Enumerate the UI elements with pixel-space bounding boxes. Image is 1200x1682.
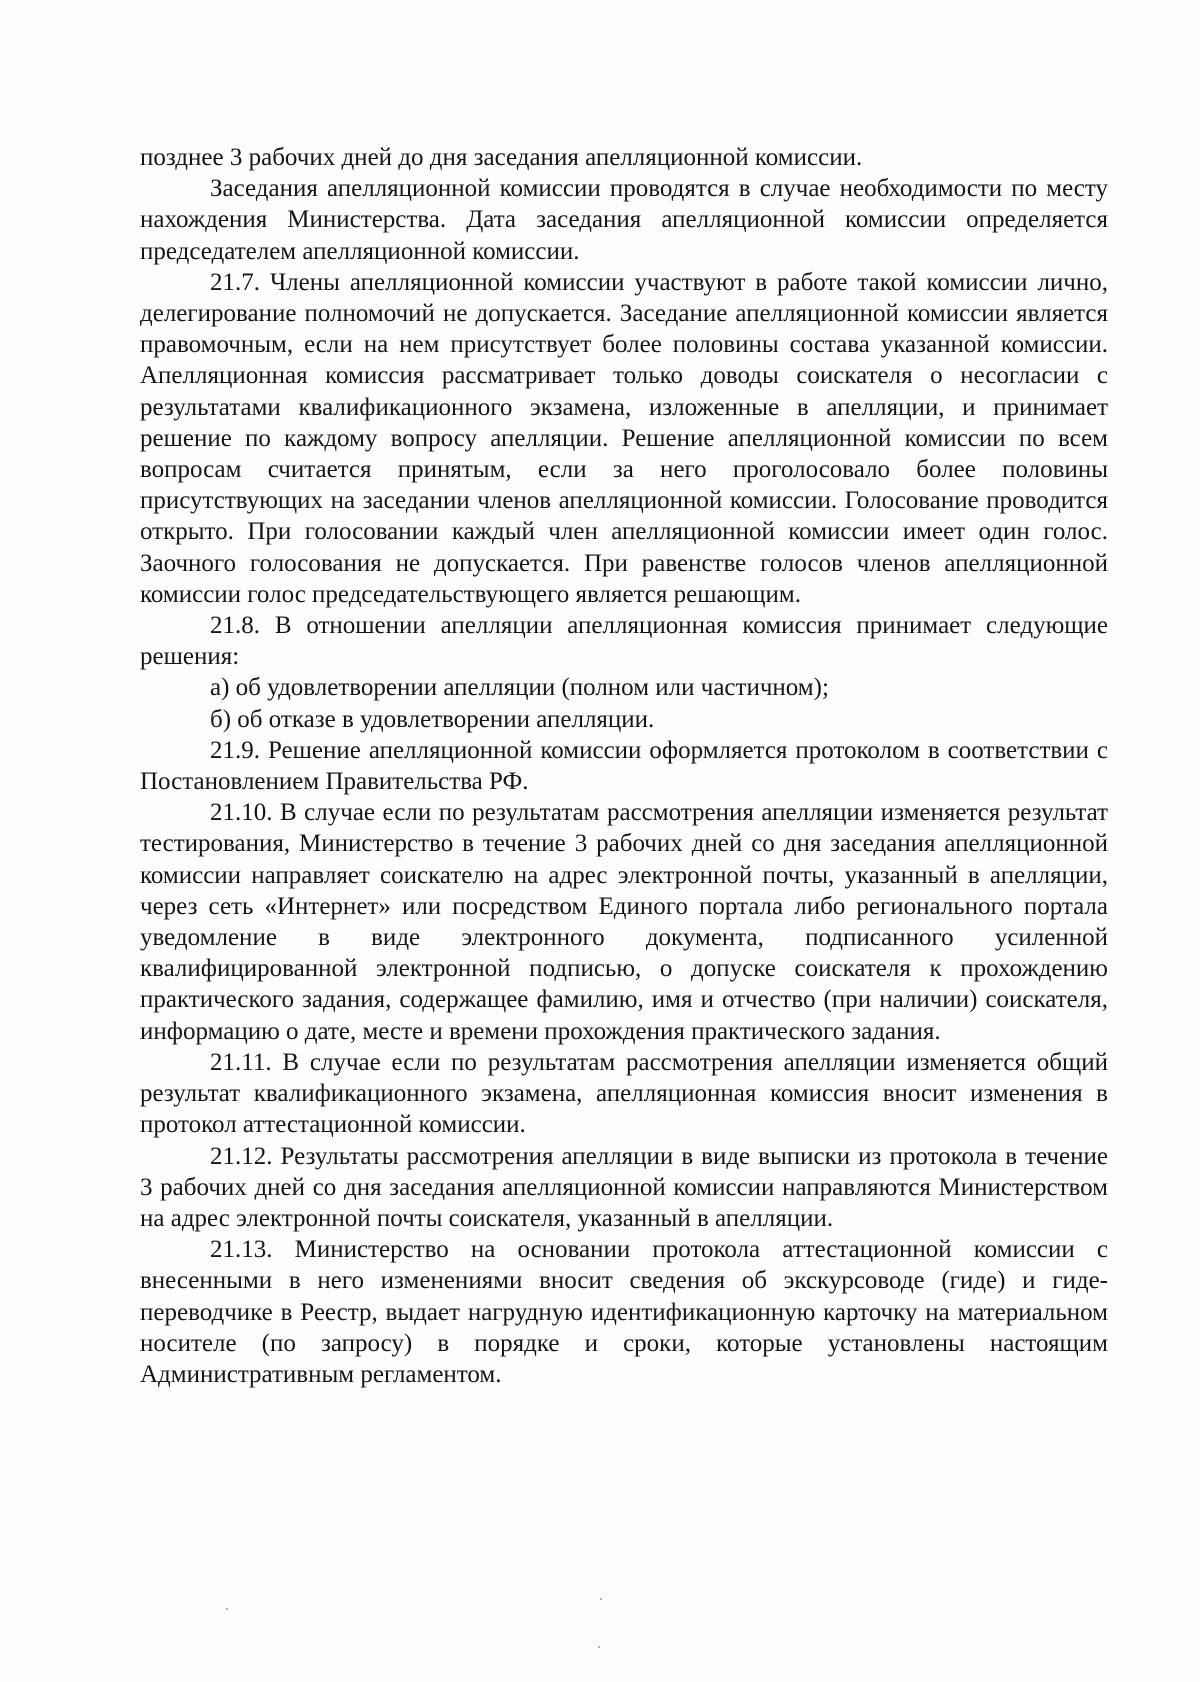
paragraph-21-12: 21.12. Результаты рассмотрения апелляции в виде выписки из протокола в течение 3 рабочих дней со дня заседания апелляционной комиссии направляются Министерством на адрес электронной почты соискателя, указанный в апелляции.: [140, 1142, 1108, 1232]
list-item-a: а) об удовлетворении апелляции (полном или частичном);: [210, 674, 829, 702]
scan-speck: [600, 1598, 602, 1600]
paragraph-21-13: 21.13. Министерство на основании протокола аттестационной комиссии с внесенными в него изменениями вносит сведения об экскурсоводе (гиде) и гиде-переводчике в Реестр, выдает нагрудную идентификационную карточку на материальном носителе (по запросу) в порядке и сроки, которые установлены настоящим Административным регламентом.: [140, 1236, 1108, 1388]
paragraph-continuation: позднее 3 рабочих дней до дня заседания апелляционной комиссии.: [140, 144, 863, 171]
paragraph-21-9: 21.9. Решение апелляционной комиссии оформляется протоколом в соответствии с Постановлением Правительства РФ.: [140, 736, 1108, 796]
paragraph-21-11: 21.11. В случае если по результатам рассмотрения апелляции изменяется общий результат квалификационного экзамена, апелляционная комиссия вносит изменения в протокол аттестационной комиссии.: [140, 1048, 1108, 1139]
paragraph-21-7: 21.7. Члены апелляционной комиссии участвуют в работе такой комиссии лично, делегирование полномочий не допускается. Заседание апелляционной комиссии является правомочным, если на нем присутствует более половины состава указанной комиссии. Апелляционная комиссия рассматривает только доводы соискателя о несогласии с результатами квалификационного экзамена, изложенные в апелляции, и принимает решение по каждому вопросу апелляции. Решение апелляционной комиссии по всем вопросам считается принятым, если за него проголосовало более половины присутствующих на заседании членов апелляционной комиссии. Голосование проводится открыто. При голосовании каждый член апелляционной комиссии имеет один голос. Заочного голосования не допускается. При равенстве голосов членов апелляционной комиссии голос председательствующего является решающим.: [140, 268, 1108, 608]
list-item-b: б) об отказе в удовлетворении апелляции.: [210, 705, 655, 733]
scan-speck: [598, 1646, 600, 1648]
paragraph-21-8: 21.8. В отношении апелляции апелляционная комиссия принимает следующие решения:: [140, 612, 1108, 671]
paragraph-21-10: 21.10. В случае если по результатам рассмотрения апелляции изменяется результат тестирования, Министерство в течение 3 рабочих дней со дня заседания апелляционной комиссии направляет соискателю на адрес электронной почты, указанный в апелляции, через сеть «Интернет» или посредством Единого портала либо регионального портала уведомление в виде электронного документа, подписанного усиленной квалифицированной электронной подписью, о допуске соискателя к прохождению практического задания, содержащее фамилию, имя и отчество (при наличии) соискателя, информацию о дате, месте и времени прохождения практического задания.: [140, 799, 1108, 1045]
document-body: [140, 142, 1108, 1390]
paragraph-meetings: Заседания апелляционной комиссии проводятся в случае необходимости по месту нахождения Министерства. Дата заседания апелляционной комиссии определяется председателем апелляционной комиссии.: [140, 175, 1108, 265]
scan-speck: [226, 1608, 228, 1610]
